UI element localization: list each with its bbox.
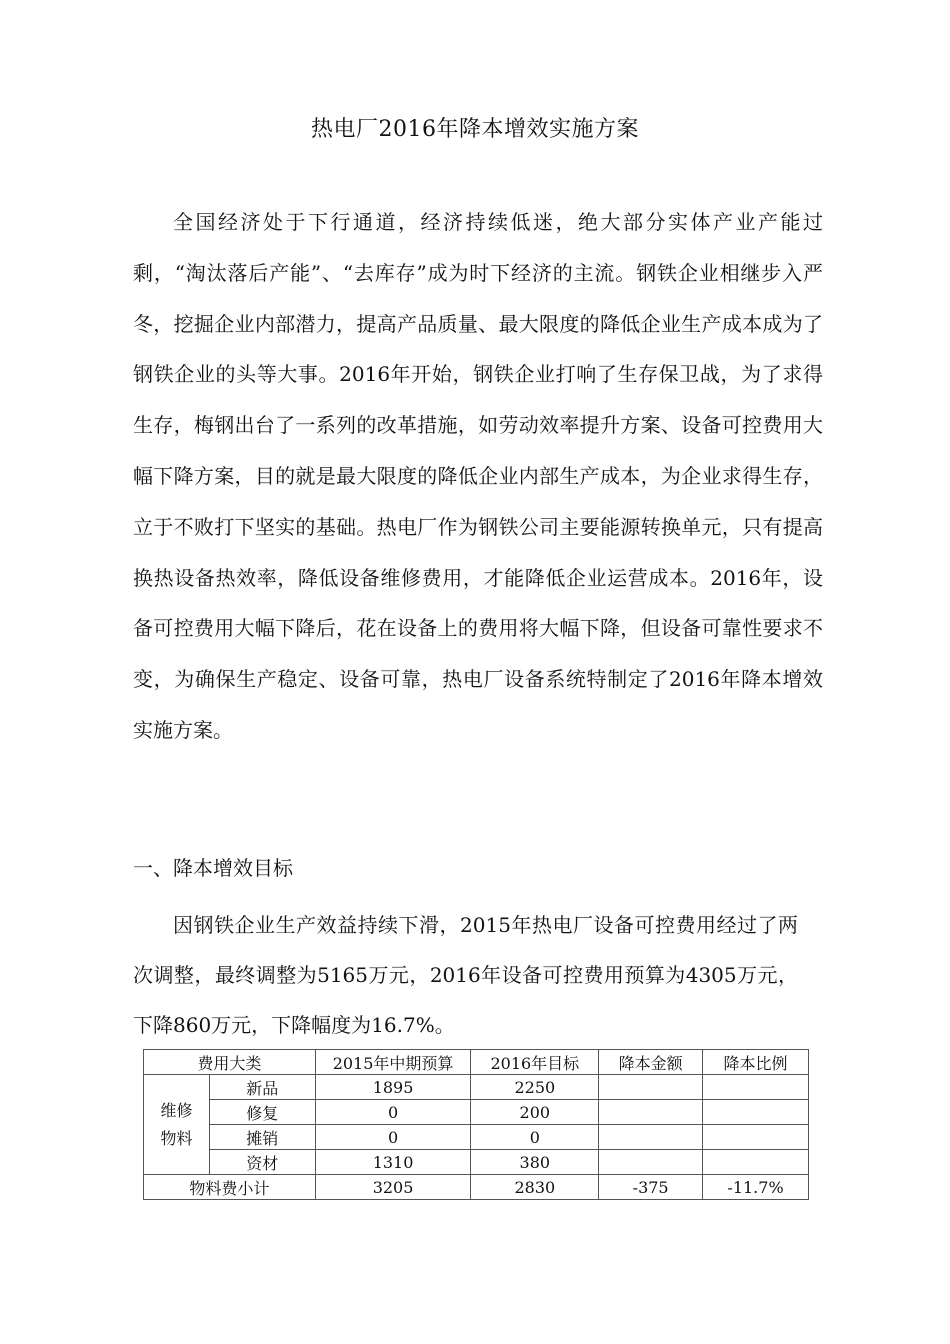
row-2015-value: 0 — [315, 1125, 471, 1150]
table-header-row — [144, 1050, 809, 1075]
subtotal-label: 物料费小计 — [144, 1175, 316, 1200]
group-label-line: 维修 — [160, 1100, 193, 1120]
table-row — [144, 1075, 809, 1100]
row-ratio — [703, 1125, 809, 1150]
cost-table — [143, 1049, 809, 1200]
group-label — [144, 1075, 210, 1175]
header-category: 费用大类 — [144, 1050, 316, 1075]
table-row — [144, 1100, 809, 1125]
row-saving — [599, 1125, 703, 1150]
row-2015-value: 1895 — [315, 1075, 471, 1100]
row-2016-value: 2250 — [471, 1075, 599, 1100]
header-saving-ratio: 降本比例 — [703, 1050, 809, 1075]
row-subcategory: 新品 — [209, 1075, 315, 1100]
row-2015-value: 1310 — [315, 1150, 471, 1175]
intro-paragraph: 全国经济处于下行通道，经济持续低迷，绝大部分实体产业产能过剩，“淘汰落后产能”、“去库存”成为时下经济的主流。钢铁企业相继步入严冬，挖掘企业内部潜力，提高产品质量、最大限度的降低企业生产成本成为了钢铁企业的头等大事。2016年开始，钢铁企业打响了生存保卫战，为了求得生存，梅钢出台了一系列的改革措施，如劳动效率提升方案、设备可控费用大幅下降方案，目的就是最大限度的降低企业内部生产成本，为企业求得生存，立于不败打下坚实的基础。热电厂作为钢铁公司主要能源转换单元，只有提高换热设备热效率，降低设备维修费用，才能降低企业运营成本。2016年，设备可控费用大幅下降后，花在设备上的费用将大幅下降，但设备可靠性要求不变，为确保生产稳定、设备可靠，热电厂设备系统特制定了2016年降本增效实施方案。 — [133, 210, 823, 742]
header-saving-amount: 降本金额 — [599, 1050, 703, 1075]
section-heading: 一、降本增效目标 — [133, 856, 293, 880]
row-2016-value: 380 — [471, 1150, 599, 1175]
section-paragraph: 因钢铁企业生产效益持续下滑，2015年热电厂设备可控费用经过了两次调整，最终调整为5165万元，2016年设备可控费用预算为4305万元，下降860万元，下降幅度为16.7%。 — [133, 913, 798, 1037]
row-subcategory: 摊销 — [209, 1125, 315, 1150]
row-ratio — [703, 1150, 809, 1175]
row-subcategory: 资材 — [209, 1150, 315, 1175]
row-saving — [599, 1100, 703, 1125]
subtotal-2016-value: 2830 — [471, 1175, 599, 1200]
row-2016-value: 200 — [471, 1100, 599, 1125]
row-ratio — [703, 1100, 809, 1125]
subtotal-saving: -375 — [599, 1175, 703, 1200]
table-subtotal-row — [144, 1175, 809, 1200]
header-2015-budget: 2015年中期预算 — [315, 1050, 471, 1075]
row-saving — [599, 1075, 703, 1100]
document-title: 热电厂2016年降本增效实施方案 — [311, 117, 639, 142]
table-row — [144, 1150, 809, 1175]
row-2015-value: 0 — [315, 1100, 471, 1125]
row-ratio — [703, 1075, 809, 1100]
subtotal-ratio: -11.7% — [703, 1175, 809, 1200]
group-label-line: 物料 — [160, 1128, 193, 1148]
table-row — [144, 1125, 809, 1150]
row-saving — [599, 1150, 703, 1175]
row-2016-value: 0 — [471, 1125, 599, 1150]
header-2016-target: 2016年目标 — [471, 1050, 599, 1075]
row-subcategory: 修复 — [209, 1100, 315, 1125]
subtotal-2015-value: 3205 — [315, 1175, 471, 1200]
